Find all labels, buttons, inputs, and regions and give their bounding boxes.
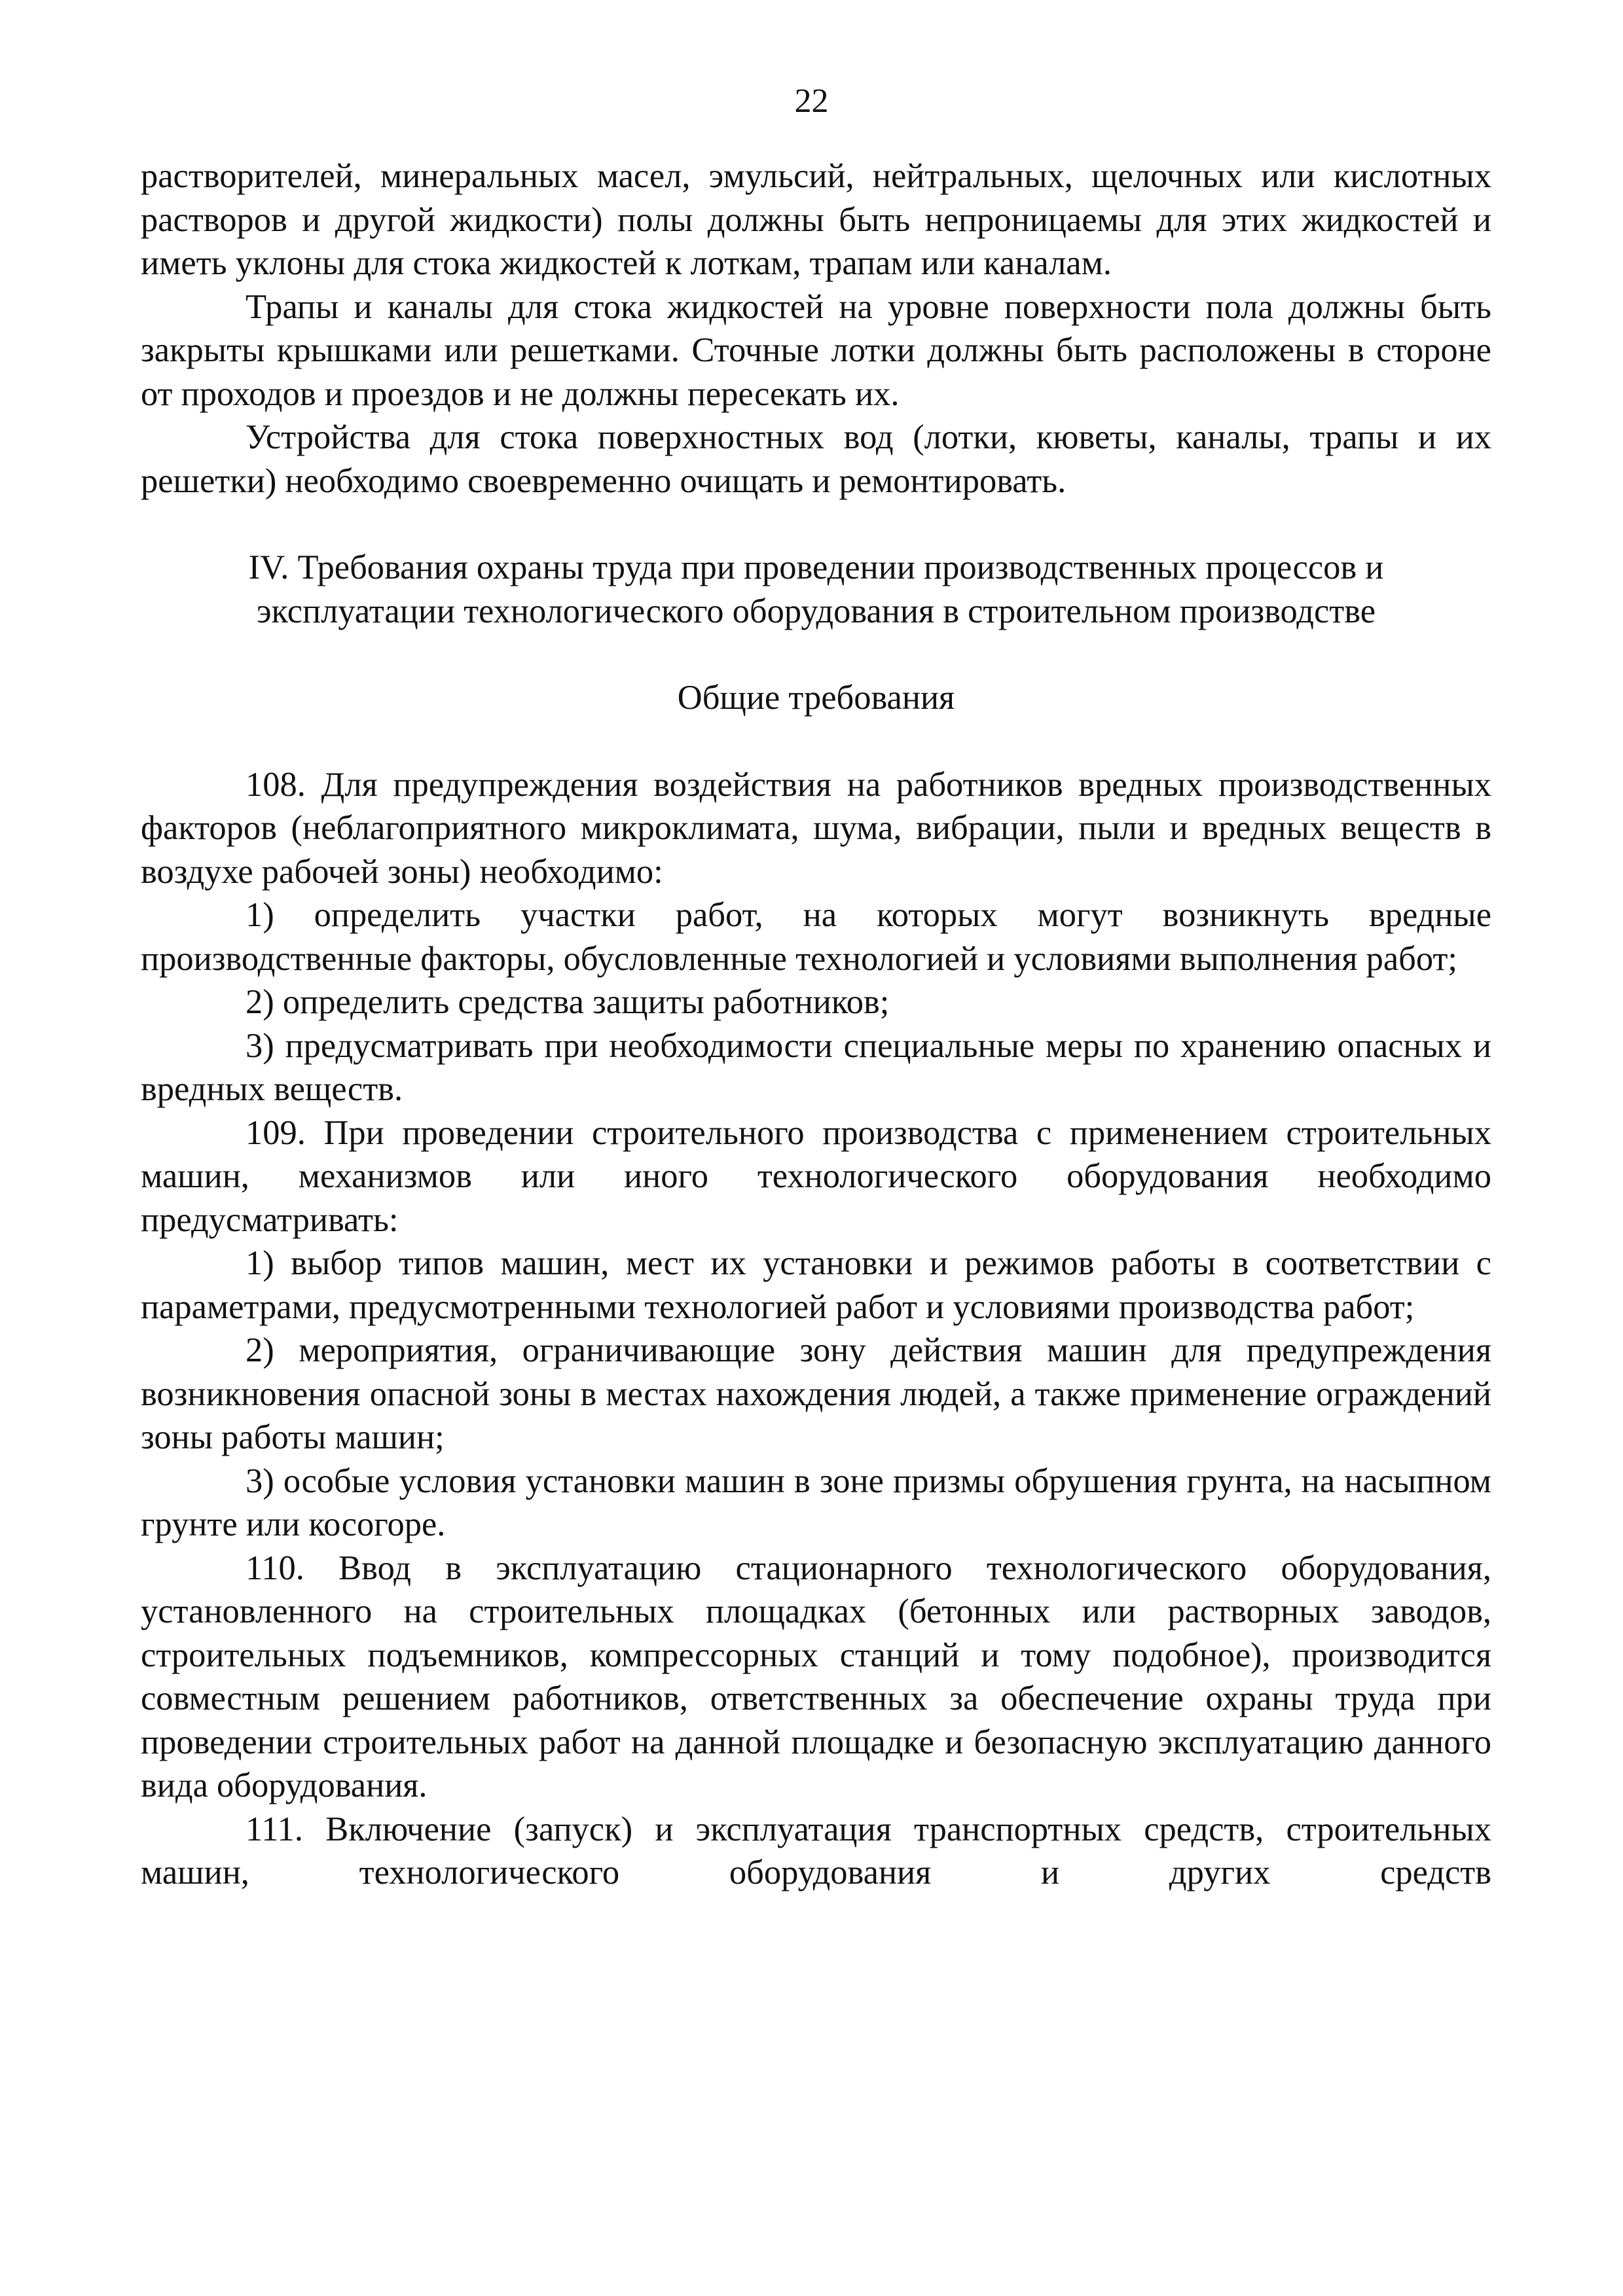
paragraph-111: 111. Включение (запуск) и эксплуатация транспортных средств, строительных машин, технологического оборудования и других средств — [141, 1810, 1491, 1892]
paragraph-continuation: растворителей, минеральных масел, эмульсий, нейтральных, щелочных или кислотных растворов и другой жидкости) полы должны быть непроницаемы для этих жидкостей и иметь уклоны для стока жидкостей к лоткам, трапам или каналам. — [141, 157, 1491, 282]
paragraph-110: 110. Ввод в эксплуатацию стационарного технологического оборудования, установленного на строительных площадках (бетонных или растворных заводов, строительных подъемников, компрессорных станций и тому подобное), производится совместным решением работников, ответственных за обеспечение охраны труда при проведении строительных работ на данной площадке и безопасную эксплуатацию данного вида оборудования. — [141, 1549, 1491, 1804]
section-heading-line-2: эксплуатации технологического оборудования в строительном производстве — [256, 592, 1376, 630]
document-body — [141, 154, 1491, 1895]
paragraph-108-item-2: 2) определить средства защиты работников; — [246, 983, 890, 1021]
paragraph-108-item-3: 3) предусматривать при необходимости специальные меры по хранению опасных и вредных веществ. — [141, 1026, 1491, 1108]
section-heading — [141, 546, 1491, 633]
paragraph-surface-water-devices: Устройства для стока поверхностных вод (лотки, кюветы, каналы, трапы и их решетки) необходимо своевременно очищать и ремонтировать. — [141, 418, 1491, 500]
paragraph-109: 109. При проведении строительного производства с применением строительных машин, механизмов или иного технологического оборудования необходимо предусматривать: — [141, 1113, 1491, 1239]
paragraph-108: 108. Для предупреждения воздействия на работников вредных производственных факторов (неблагоприятного микроклимата, шума, вибрации, пыли и вредных веществ в воздухе рабочей зоны) необходимо: — [141, 765, 1491, 891]
page-number: 22 — [794, 82, 829, 120]
paragraph-109-item-2: 2) мероприятия, ограничивающие зону действия машин для предупреждения возникновения опасной зоны в местах нахождения людей, а также применение ограждений зоны работы машин; — [141, 1331, 1491, 1456]
paragraph-109-item-3: 3) особые условия установки машин в зоне призмы обрушения грунта, на насыпном грунте или косогоре. — [141, 1462, 1491, 1543]
paragraph-109-item-1: 1) выбор типов машин, мест их установки и режимов работы в соответствии с параметрами, предусмотренными технологией работ и условиями производства работ; — [141, 1244, 1491, 1326]
paragraph-drains-covers: Трапы и каналы для стока жидкостей на уровне поверхности пола должны быть закрыты крышками или решетками. Сточные лотки должны быть расположены в стороне от проходов и проездов и не должны пересекать их. — [141, 287, 1491, 413]
subsection-heading: Общие требования — [677, 679, 955, 717]
paragraph-108-item-1: 1) определить участки работ, на которых могут возникнуть вредные производственные факторы, обусловленные технологией и условиями выполнения работ; — [141, 896, 1491, 978]
section-heading-line-1: IV. Требования охраны труда при проведении производственных процессов и — [248, 548, 1384, 586]
